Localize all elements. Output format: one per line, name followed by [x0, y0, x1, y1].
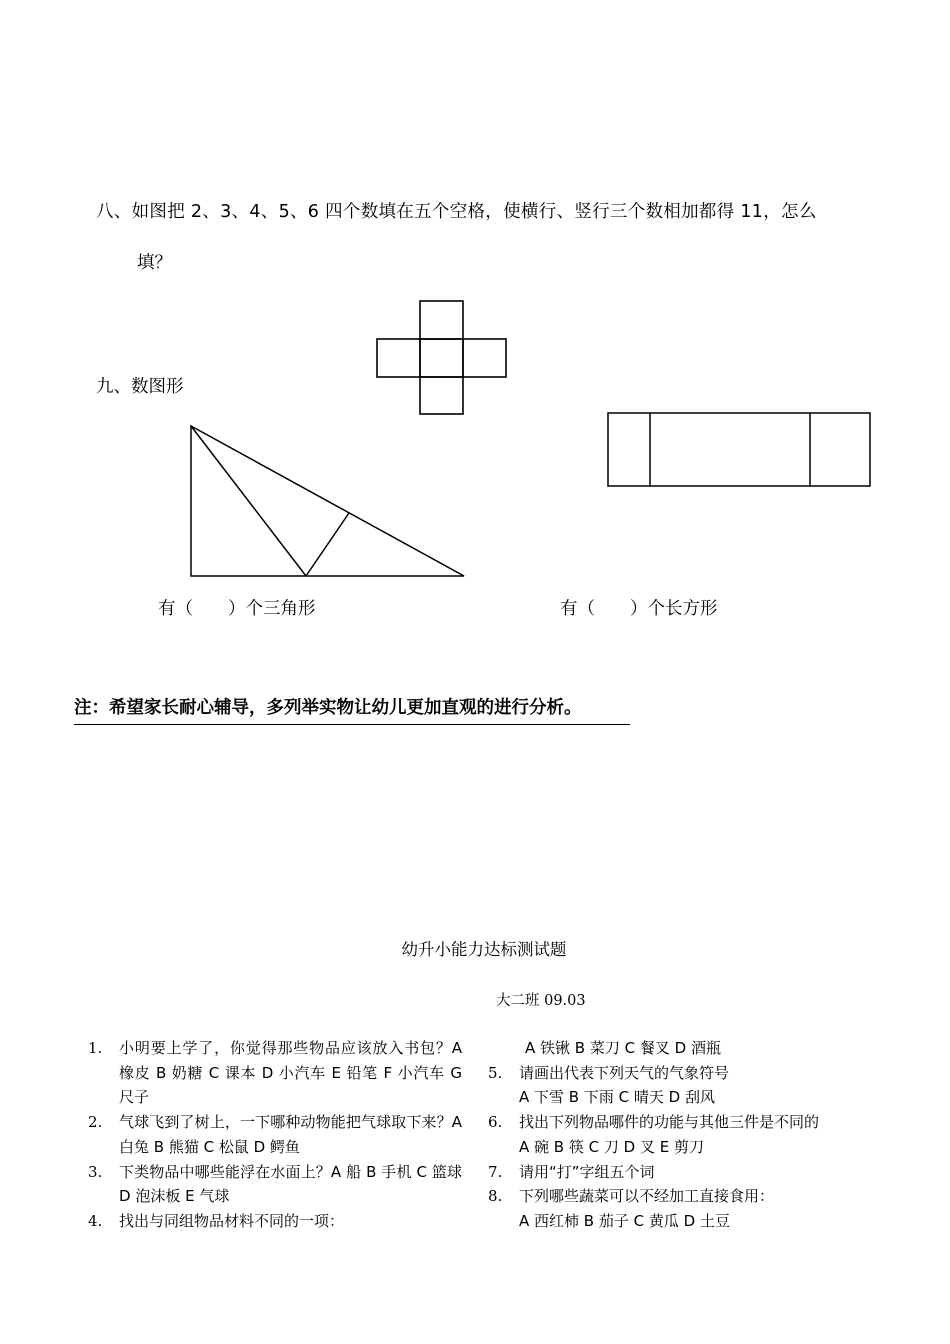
question-8-text: 八、如图把 2、3、4、5、6 四个数填在五个空格，使横行、竖行三个数相加都得 11，怎么	[96, 202, 817, 222]
grid-cell-center	[420, 339, 463, 377]
question-8-text-continued: 填？	[137, 253, 172, 273]
question-item	[88, 1160, 462, 1209]
class-info: 大二班 09.03	[496, 993, 586, 1009]
question-text: 小明要上学了，你觉得那些物品应该放入书包？A 橡皮 B 奶糖 C 课本 D 小汽车 E 铅笔 F 小汽车 G 尺子	[119, 1039, 462, 1107]
question-text: 请画出代表下列天气的气象符号	[519, 1063, 730, 1082]
grid-cell-left	[377, 339, 420, 377]
question-9-title: 九、数图形	[96, 377, 184, 397]
triangle-count-answer: 有（ ）个三角形	[158, 599, 316, 619]
question-item	[488, 1184, 868, 1233]
question-number: 4.	[88, 1211, 103, 1230]
test-title: 幼升小能力达标测试题	[401, 940, 567, 959]
question-options: A 西红柿 B 茄子 C 黄瓜 D 土豆	[519, 1211, 730, 1230]
questions-right-column	[488, 1036, 868, 1234]
rectangle-figure	[602, 408, 876, 492]
question-number: 7.	[488, 1162, 503, 1181]
parent-note: 注：希望家长耐心辅导，多列举实物让幼儿更加直观的进行分析。	[74, 694, 630, 725]
question-item	[488, 1110, 868, 1159]
question-number: 8.	[488, 1187, 503, 1206]
question-number: 5.	[488, 1063, 503, 1082]
grid-cell-top	[420, 301, 463, 339]
question-item	[88, 1110, 462, 1159]
question-number: 3.	[88, 1162, 103, 1181]
question-number: 6.	[488, 1113, 503, 1132]
grid-cell-right	[463, 339, 506, 377]
question-item	[88, 1036, 462, 1110]
question-text: 气球飞到了树上，一下哪种动物能把气球取下来？A 白兔 B 熊猫 C 松鼠 D 鳄鱼	[119, 1113, 462, 1156]
question-text: 下类物品中哪些能浮在水面上？A 船 B 手机 C 篮球 D 泡沫板 E 气球	[119, 1162, 462, 1206]
question-item	[488, 1061, 868, 1110]
question-options: A 碗 B 筷 C 刀 D 叉 E 剪刀	[519, 1137, 704, 1156]
question-4-options: A 铁锹 B 菜刀 C 餐叉 D 酒瓶	[525, 1039, 721, 1057]
question-item	[88, 1209, 462, 1234]
question-text: 找出下列物品哪件的功能与其他三件是不同的	[519, 1113, 820, 1132]
triangle-figure	[185, 420, 470, 582]
cross-grid-figure	[370, 296, 515, 420]
questions-left-column	[88, 1036, 462, 1234]
question-item	[488, 1160, 868, 1185]
grid-cell-bottom	[420, 377, 463, 414]
question-options: A 下雪 B 下雨 C 晴天 D 刮风	[519, 1088, 715, 1107]
question-text: 找出与同组物品材料不同的一项：	[119, 1211, 345, 1230]
question-number: 1.	[88, 1039, 103, 1057]
question-text: 请用“打”字组五个词	[519, 1162, 655, 1181]
question-number: 2.	[88, 1113, 103, 1132]
rectangle-count-answer: 有（ ）个长方形	[560, 599, 718, 619]
question-text: 下列哪些蔬菜可以不经加工直接食用：	[519, 1187, 775, 1206]
